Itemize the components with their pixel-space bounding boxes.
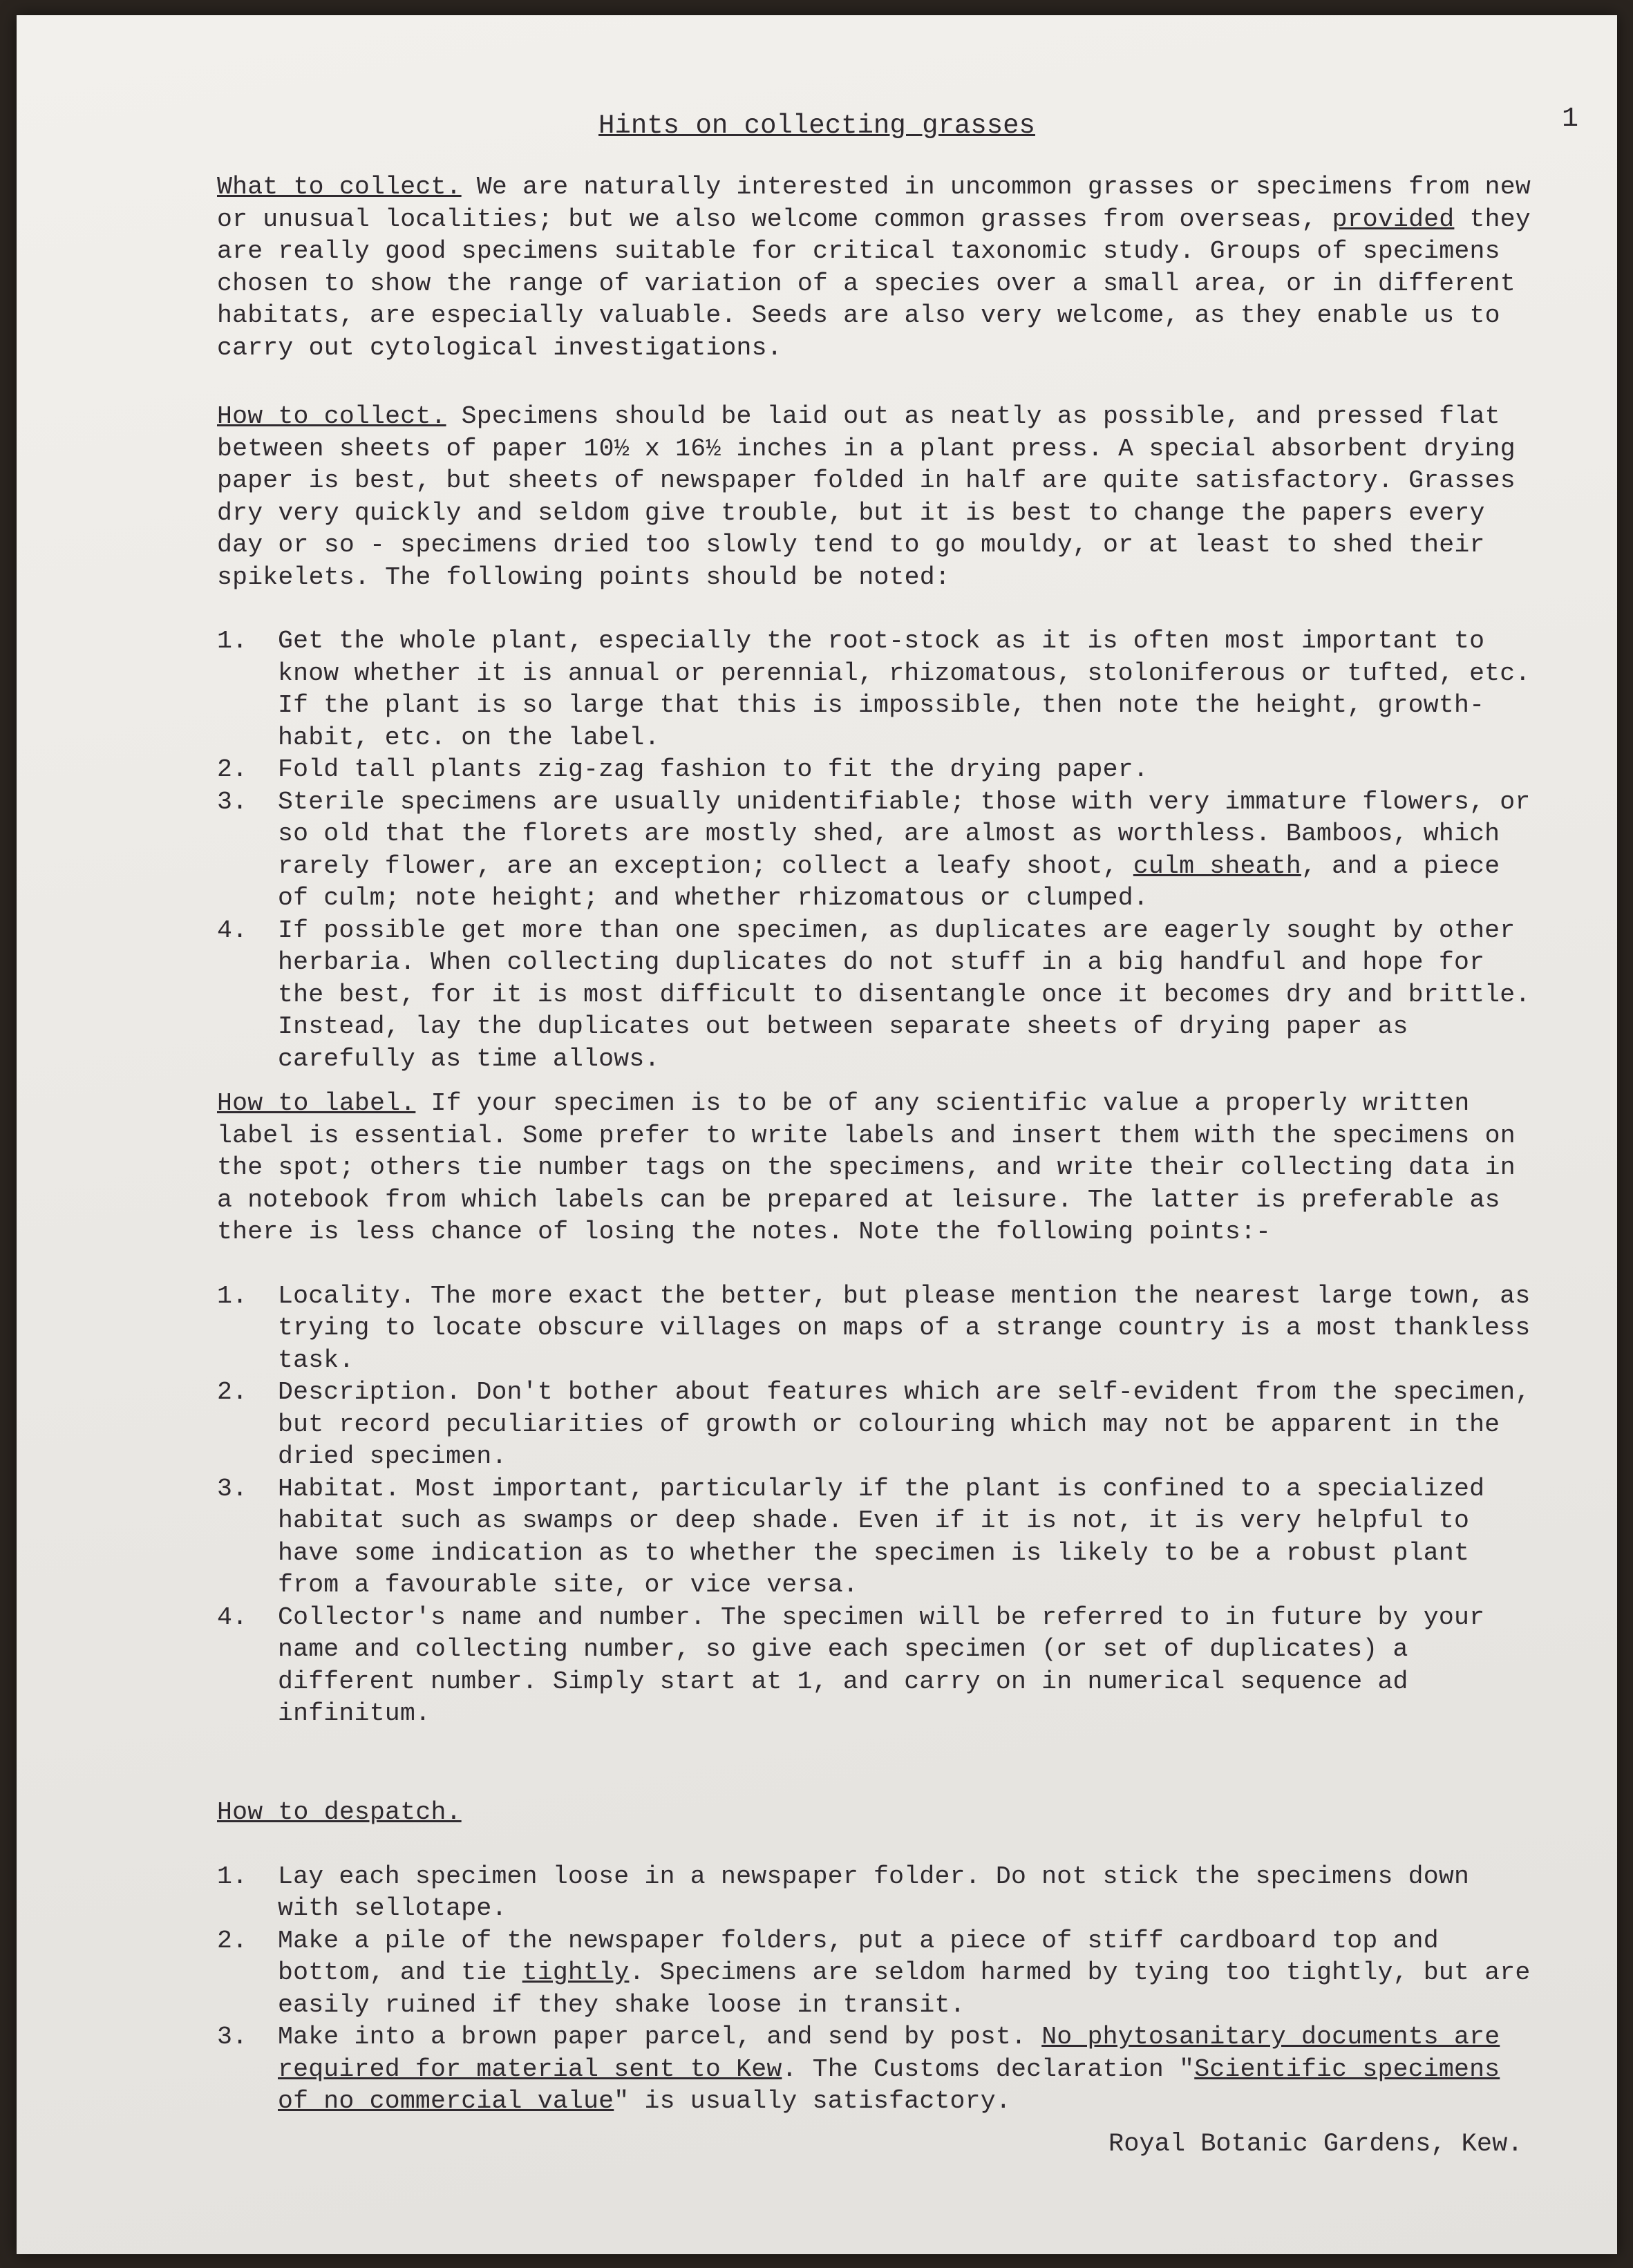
item-number: 1.: [217, 1862, 248, 1891]
item-text: Get the whole plant, especially the root-stock as it is often most important to know whether it is annual or perennial, rhizomatous, stoloniferous or tufted, etc. If the plant is so large that this is impossible, then note the height, growth-habit, etc. on the label.: [278, 627, 1531, 752]
collect-points-list: [217, 625, 1544, 1075]
item-text: Description. Don't bother about features which are self-evident from the specimen, but record peculiarities of growth or colouring which may not be apparent in the dried specimen.: [278, 1378, 1531, 1471]
item-text: Habitat. Most important, particularly if the plant is confined to a specialized habitat such as swamps or deep shade. Even if it is not, it is very helpful to have some indication as to whether the specimen is likely to be a robust plant from a favourable site, or vice versa.: [278, 1474, 1485, 1599]
page-title: [17, 111, 1617, 141]
list-item: [217, 625, 1544, 754]
paragraph: [217, 401, 1544, 594]
page-number: 1: [1562, 104, 1579, 135]
paragraph-text: they are really good specimens suitable for critical taxonomic study. Groups of specimens chosen to show the range of variation of a species over a small area, or in different habitats, are especially valuable. Seeds are also very welcome, as they enable us to carry out cytological investigations.: [217, 205, 1531, 362]
paragraph-text: If your specimen is to be of any scientific value a properly written label is essential. Some prefer to write labels and insert them with the specimens on the spot; others tie number tags on the specimens, and write their collecting data in a notebook from which labels can be prepared at leisure. The latter is preferable as there is less chance of losing the notes. Note the following points:-: [217, 1089, 1516, 1246]
item-number: 3.: [217, 1474, 248, 1503]
section-heading: How to collect.: [217, 402, 446, 431]
item-number: 3.: [217, 787, 248, 816]
item-number: 2.: [217, 1378, 248, 1406]
paragraph-text: Specimens should be laid out as neatly as possible, and pressed flat between sheets of paper 10½ x 16½ inches in a plant press. A special absorbent drying paper is best, but sheets of newspaper folded in half are quite satisfactory. Grasses dry very quickly and seldom give trouble, but it is best to change the papers every day or so - specimens dried too slowly tend to go mouldy, or at least to shed their spikelets. The following points should be noted:: [217, 402, 1516, 592]
item-number: 4.: [217, 1603, 248, 1632]
item-number: 1.: [217, 1281, 248, 1310]
list-item: [217, 2021, 1544, 2118]
item-text: Fold tall plants zig-zag fashion to fit the drying paper.: [278, 755, 1149, 784]
title-text: Hints on collecting grasses: [598, 111, 1035, 141]
document-page: [17, 15, 1617, 2254]
item-text: . The Customs declaration ": [782, 2054, 1195, 2083]
section-heading: How to despatch.: [217, 1798, 462, 1826]
section-what-to-collect: [217, 171, 1544, 364]
section-how-to-collect: [217, 401, 1544, 1075]
paragraph: [217, 1088, 1544, 1249]
item-text: , and a piece of culm; note height; and whether rhizomatous or clumped.: [278, 851, 1500, 912]
list-item: [217, 1861, 1544, 1925]
item-text: Collector's name and number. The specimen will be referred to in future by your name and collecting number, so give each specimen (or set of duplicates) a different number. Simply start at 1, and carry on in numerical sequence ad infinitum.: [278, 1603, 1485, 1728]
section-heading: How to label.: [217, 1089, 416, 1117]
item-text: Locality. The more exact the better, but please mention the nearest large town, as trying to locate obscure villages on maps of a strange country is a most thankless task.: [278, 1281, 1531, 1374]
list-item: [217, 1281, 1544, 1377]
paragraph-text: We are naturally interested in uncommon grasses or specimens from new or unusual localities; but we also welcome common grasses from overseas,: [217, 173, 1531, 234]
item-number: 2.: [217, 755, 248, 784]
section-heading: What to collect.: [217, 173, 462, 201]
list-item: [217, 786, 1544, 915]
section-how-to-label: [217, 1088, 1544, 1730]
paragraph: [217, 171, 1544, 364]
list-item: [217, 1925, 1544, 2022]
item-text: Lay each specimen loose in a newspaper folder. Do not stick the specimens down with sellotape.: [278, 1862, 1470, 1922]
underlined-phrase: Scientific specimens of no commercial value: [278, 2054, 1500, 2115]
underlined-word: tightly: [522, 1958, 630, 1987]
label-points-list: [217, 1281, 1544, 1730]
signature-line: Royal Botanic Gardens, Kew.: [1108, 2130, 1523, 2159]
underlined-word: provided: [1332, 205, 1455, 234]
list-item: [217, 1377, 1544, 1473]
item-text: " is usually satisfactory.: [614, 2087, 1011, 2115]
item-text: . Specimens are seldom harmed by tying too tightly, but are easily ruined if they shake loose in transit.: [278, 1958, 1531, 2019]
item-text: Make a pile of the newspaper folders, put a piece of stiff cardboard top and bottom, and tie: [278, 1926, 1439, 1987]
item-text: If possible get more than one specimen, as duplicates are eagerly sought by other herbaria. When collecting duplicates do not stuff in a big handful and hope for the best, for it is most difficult to disentangle once it becomes dry and brittle. Instead, lay the duplicates out between separate sheets of drying paper as carefully as time allows.: [278, 916, 1531, 1073]
item-number: 4.: [217, 916, 248, 945]
underlined-sentence: No phytosanitary documents are required for material sent to Kew: [278, 2023, 1500, 2083]
paragraph: [217, 1797, 1544, 1829]
item-text: Sterile specimens are usually unidentifiable; those with very immature flowers, or so old that the florets are mostly shed, are almost as worthless. Bamboos, which rarely flower, are an exception; collect a leafy shoot,: [278, 787, 1531, 880]
section-how-to-despatch: [217, 1797, 1544, 2118]
list-item: [217, 915, 1544, 1076]
item-number: 2.: [217, 1926, 248, 1955]
item-text: Make into a brown paper parcel, and send by post.: [278, 2023, 1042, 2051]
list-item: [217, 1602, 1544, 1730]
underlined-words: culm sheath: [1133, 851, 1301, 880]
despatch-points-list: [217, 1861, 1544, 2118]
item-number: 1.: [217, 627, 248, 655]
list-item: [217, 754, 1544, 786]
list-item: [217, 1473, 1544, 1602]
item-number: 3.: [217, 2023, 248, 2051]
